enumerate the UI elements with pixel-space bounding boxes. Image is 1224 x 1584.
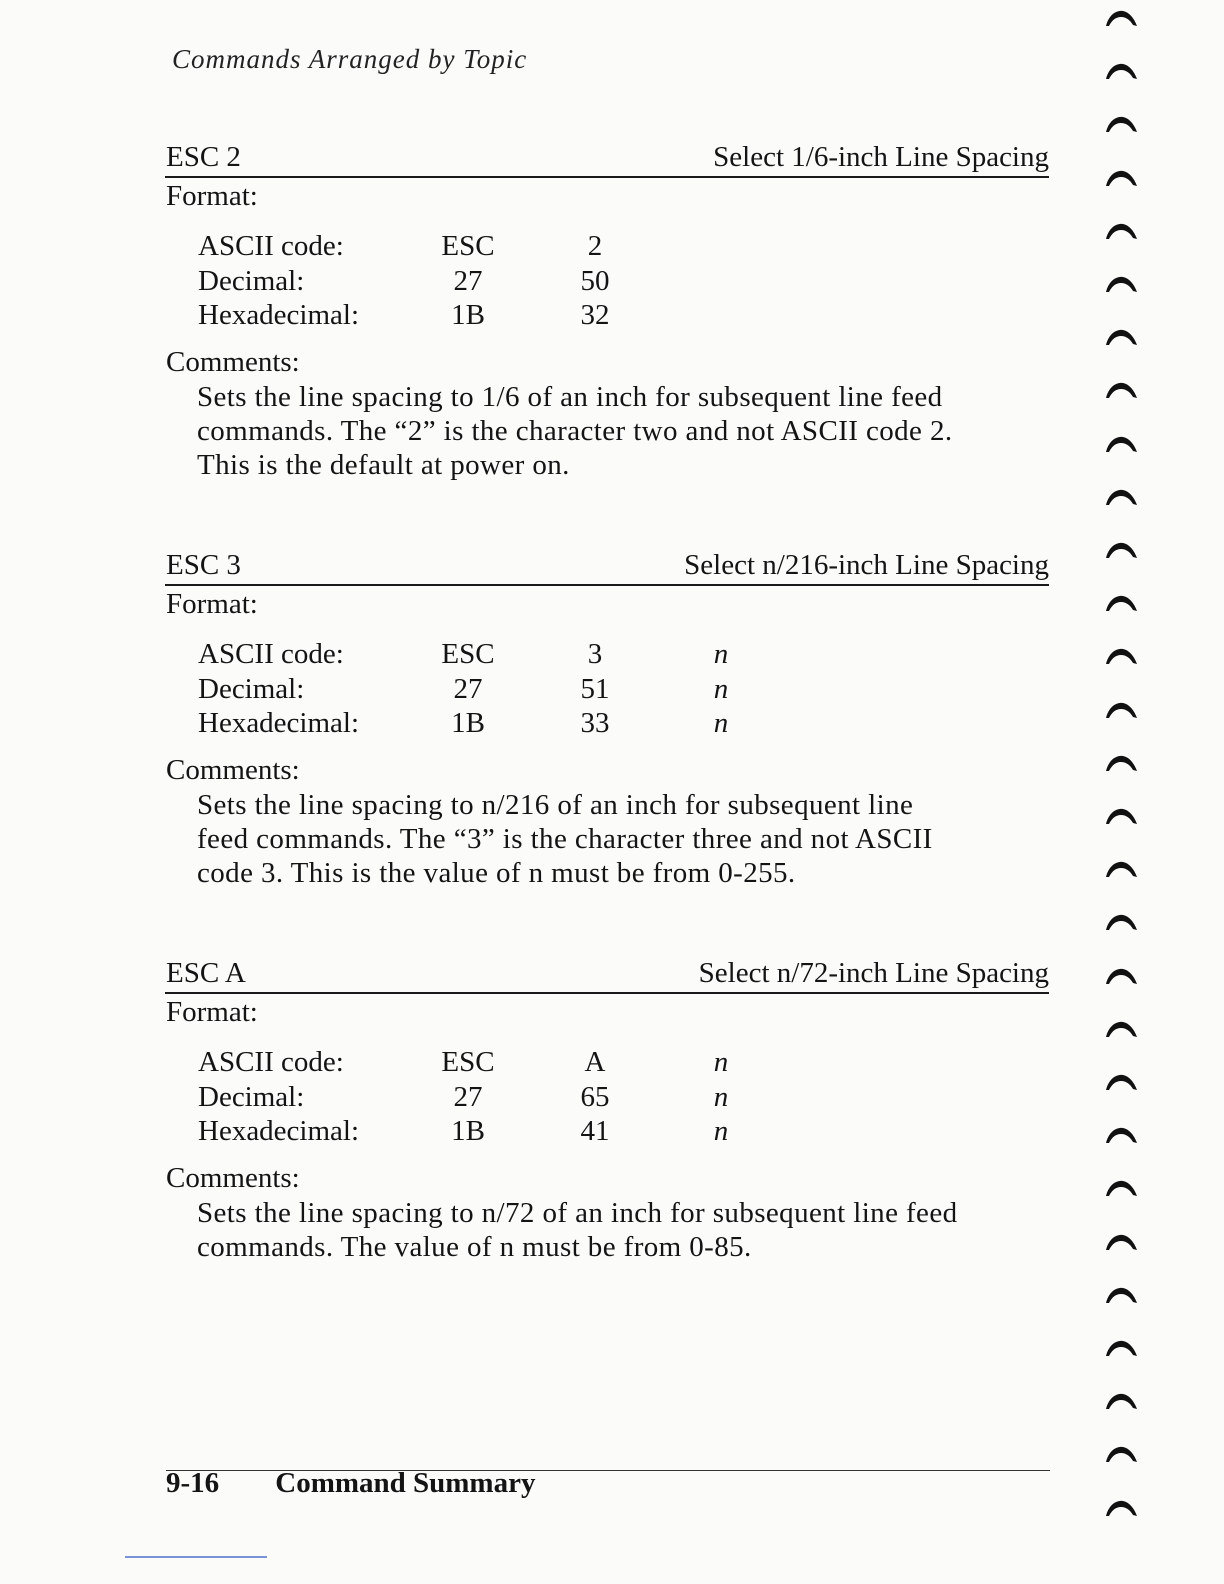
binding-ring-icon: [1104, 1125, 1138, 1145]
format-label: Format:: [166, 588, 258, 620]
comments-label: Comments:: [166, 754, 300, 786]
running-head: Commands Arranged by Topic: [172, 44, 528, 74]
code-cell: A: [584, 1046, 606, 1078]
row-label: Hexadecimal:: [198, 1115, 360, 1147]
command-section-esc-a: [165, 952, 1049, 1264]
format-row-ascii: [165, 638, 1049, 673]
binding-ring-icon: [1104, 1338, 1138, 1358]
binding-ring-icon: [1104, 487, 1138, 507]
spiral-binding: [1098, 0, 1158, 1584]
binding-ring-icon: [1104, 1498, 1138, 1518]
code-cell: 1B: [451, 1115, 485, 1147]
scan-edge-line: [125, 1556, 267, 1558]
row-label: ASCII code:: [198, 230, 344, 262]
comment-line: code 3. This is the value of n must be from 0-255.: [197, 857, 796, 889]
code-cell: 1B: [451, 707, 485, 739]
binding-ring-icon: [1104, 327, 1138, 347]
format-row-hex: [165, 299, 1049, 334]
comment-line: commands. The value of n must be from 0-85.: [197, 1231, 752, 1263]
row-label: Decimal:: [198, 1080, 305, 1113]
section-header: [165, 952, 1049, 994]
code-cell: 27: [453, 672, 483, 705]
binding-ring-icon: [1104, 1232, 1138, 1252]
binding-ring-icon: [1104, 1391, 1138, 1411]
row-label: ASCII code:: [198, 1046, 344, 1078]
binding-ring-icon: [1104, 221, 1138, 241]
section-header: [165, 136, 1049, 178]
format-row-hex: [165, 707, 1049, 742]
comments-label: Comments:: [166, 346, 300, 378]
binding-ring-icon: [1104, 380, 1138, 400]
command-title: Select n/72-inch Line Spacing: [698, 957, 1049, 989]
comment-line: commands. The “2” is the character two and not ASCII code 2.: [197, 415, 953, 447]
format-row-decimal: [165, 1081, 1049, 1116]
code-cell: 50: [580, 264, 610, 297]
binding-ring-icon: [1104, 1285, 1138, 1305]
code-cell: 3: [587, 638, 603, 670]
code-cell: ESC: [441, 230, 495, 262]
binding-ring-icon: [1104, 1178, 1138, 1198]
format-label: Format:: [166, 996, 258, 1028]
code-cell: 65: [580, 1080, 610, 1113]
command-section-esc-2: [165, 136, 1049, 482]
code-cell: 41: [580, 1115, 610, 1147]
binding-ring-icon: [1104, 61, 1138, 81]
binding-ring-icon: [1104, 966, 1138, 986]
param-cell: n: [713, 638, 729, 670]
row-label: ASCII code:: [198, 638, 344, 670]
binding-ring-icon: [1104, 912, 1138, 932]
binding-ring-icon: [1104, 114, 1138, 134]
code-cell: 1B: [451, 299, 485, 331]
format-row-ascii: [165, 230, 1049, 265]
command-name: ESC 3: [166, 549, 241, 581]
chapter-title: Command Summary: [275, 1467, 536, 1499]
binding-ring-icon: [1104, 168, 1138, 188]
command-title: Select n/216-inch Line Spacing: [684, 549, 1049, 581]
code-cell: 27: [453, 1080, 483, 1113]
binding-ring-icon: [1104, 753, 1138, 773]
param-cell: n: [713, 707, 729, 739]
format-row-decimal: [165, 673, 1049, 708]
binding-ring-icon: [1104, 593, 1138, 613]
binding-ring-icon: [1104, 540, 1138, 560]
binding-ring-icon: [1104, 1444, 1138, 1464]
binding-ring-icon: [1104, 806, 1138, 826]
format-row-hex: [165, 1115, 1049, 1150]
param-cell: n: [713, 672, 729, 705]
param-cell: n: [713, 1046, 729, 1078]
comment-line: Sets the line spacing to n/72 of an inch for subsequent line feed: [197, 1197, 958, 1229]
format-table: [165, 638, 1049, 744]
row-label: Decimal:: [198, 264, 305, 297]
code-cell: 32: [580, 299, 610, 331]
comment-line: This is the default at power on.: [197, 449, 570, 481]
comment-line: Sets the line spacing to n/216 of an inch for subsequent line: [197, 789, 914, 821]
comment-line: Sets the line spacing to 1/6 of an inch for subsequent line feed: [197, 381, 943, 413]
format-label: Format:: [166, 180, 258, 212]
binding-ring-icon: [1104, 700, 1138, 720]
command-title: Select 1/6-inch Line Spacing: [713, 141, 1049, 173]
comment-body: [197, 788, 1049, 890]
code-cell: 33: [580, 707, 610, 739]
param-cell: n: [713, 1115, 729, 1147]
command-name: ESC A: [166, 957, 246, 989]
binding-ring-icon: [1104, 8, 1138, 28]
row-label: Hexadecimal:: [198, 707, 360, 739]
page-number: 9-16: [166, 1467, 220, 1499]
param-cell: n: [713, 1080, 729, 1113]
code-cell: 27: [453, 264, 483, 297]
binding-ring-icon: [1104, 434, 1138, 454]
comment-body: [197, 380, 1049, 482]
code-cell: ESC: [441, 638, 495, 670]
code-cell: 51: [580, 672, 610, 705]
comment-line: feed commands. The “3” is the character three and not ASCII: [197, 823, 933, 855]
format-table: [165, 230, 1049, 336]
format-row-ascii: [165, 1046, 1049, 1081]
row-label: Decimal:: [198, 672, 305, 705]
binding-ring-icon: [1104, 646, 1138, 666]
comment-body: [197, 1196, 1049, 1264]
format-row-decimal: [165, 265, 1049, 300]
comments-label: Comments:: [166, 1162, 300, 1194]
page-footer: [166, 1467, 535, 1500]
row-label: Hexadecimal:: [198, 299, 360, 331]
format-table: [165, 1046, 1049, 1152]
binding-ring-icon: [1104, 1019, 1138, 1039]
binding-ring-icon: [1104, 1072, 1138, 1092]
code-cell: ESC: [441, 1046, 495, 1078]
binding-ring-icon: [1104, 274, 1138, 294]
section-header: [165, 544, 1049, 586]
code-cell: 2: [587, 230, 603, 262]
binding-ring-icon: [1104, 859, 1138, 879]
command-name: ESC 2: [166, 141, 241, 173]
command-section-esc-3: [165, 544, 1049, 890]
